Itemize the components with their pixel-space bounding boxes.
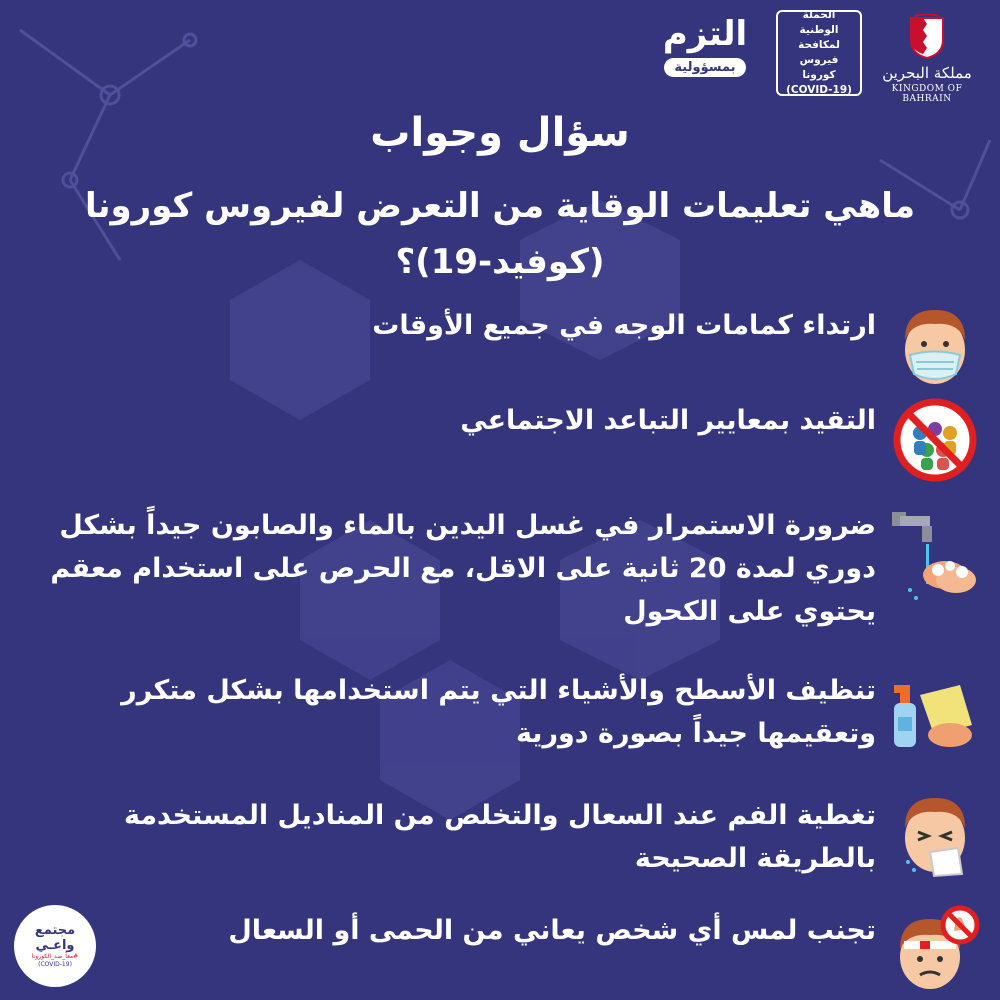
campaign-line-4: (COVID-19) (786, 84, 852, 96)
campaign-line-2: لمكافحة (798, 39, 840, 51)
page-title: سؤال وجواب (370, 110, 630, 156)
tip-text-distancing: التقيد بمعايير التباعد الاجتماعي (460, 405, 876, 436)
header (0, 0, 1000, 110)
commit-logo (655, 12, 755, 97)
cough-tissue-icon (890, 790, 980, 880)
tip-text-cleaning: تنظيف الأسطح والأشياء التي يتم استخدامها بشكل متكرر وتعقيمها جيداً بصورة دورية (121, 675, 876, 749)
tip-item-mask (30, 300, 980, 390)
no-crowd-icon (890, 395, 980, 485)
commit-logo-main: التزم (662, 14, 748, 54)
tip-text-mask: ارتداء كمامات الوجه في جميع الأوقات (372, 310, 876, 341)
commit-logo-sub: بمسؤولية (664, 58, 745, 77)
community-logo-covid: (COVID-19) (38, 961, 72, 968)
no-touch-fever-icon (890, 905, 980, 995)
bahrain-emblem-icon (907, 14, 947, 60)
community-logo-line-2: واعـي (35, 938, 75, 953)
cleaning-spray-icon (890, 665, 980, 755)
campaign-logo (776, 10, 862, 96)
bahrain-logo (872, 14, 982, 104)
community-logo-line-1: مجتمع (34, 923, 76, 938)
face-mask-icon (890, 300, 980, 390)
bahrain-logo-english: KINGDOM OF BAHRAIN (891, 84, 963, 104)
question-heading: ماهي تعليمات الوقاية من التعرض لفيروس كورونا (كوفيد-19)؟ (84, 186, 916, 282)
tip-item-avoid-touch (30, 905, 980, 995)
community-logo (14, 905, 96, 987)
bahrain-logo-arabic: مملكة البحرين (882, 64, 972, 82)
campaign-line-1: الحملة الوطنية (799, 9, 839, 36)
tip-text-cough: تغطية الفم عند السعال والتخلص من المناديل المستخدمة بالطريقة الصحيحة (123, 800, 876, 874)
tip-text-handwashing: ضرورة الاستمرار في غسل اليدين بالماء والصابون جيداً بشكل دوري لمدة 20 ثانية على الاقل، مع الحرص على استخدام معقم يحتوي على الكحول (50, 510, 876, 627)
campaign-line-3: فيروس كورونا (799, 54, 839, 81)
tip-item-cleaning (30, 665, 980, 755)
tip-text-avoid-touch: تجنب لمس أي شخص يعاني من الحمى أو السعال (228, 915, 876, 946)
hand-washing-icon (890, 500, 980, 610)
community-logo-hashtag: #معاً_ضد_الكورونا (31, 953, 79, 960)
tip-item-cough (30, 790, 980, 880)
tip-item-handwashing (30, 500, 980, 633)
tip-item-distancing (30, 395, 980, 485)
